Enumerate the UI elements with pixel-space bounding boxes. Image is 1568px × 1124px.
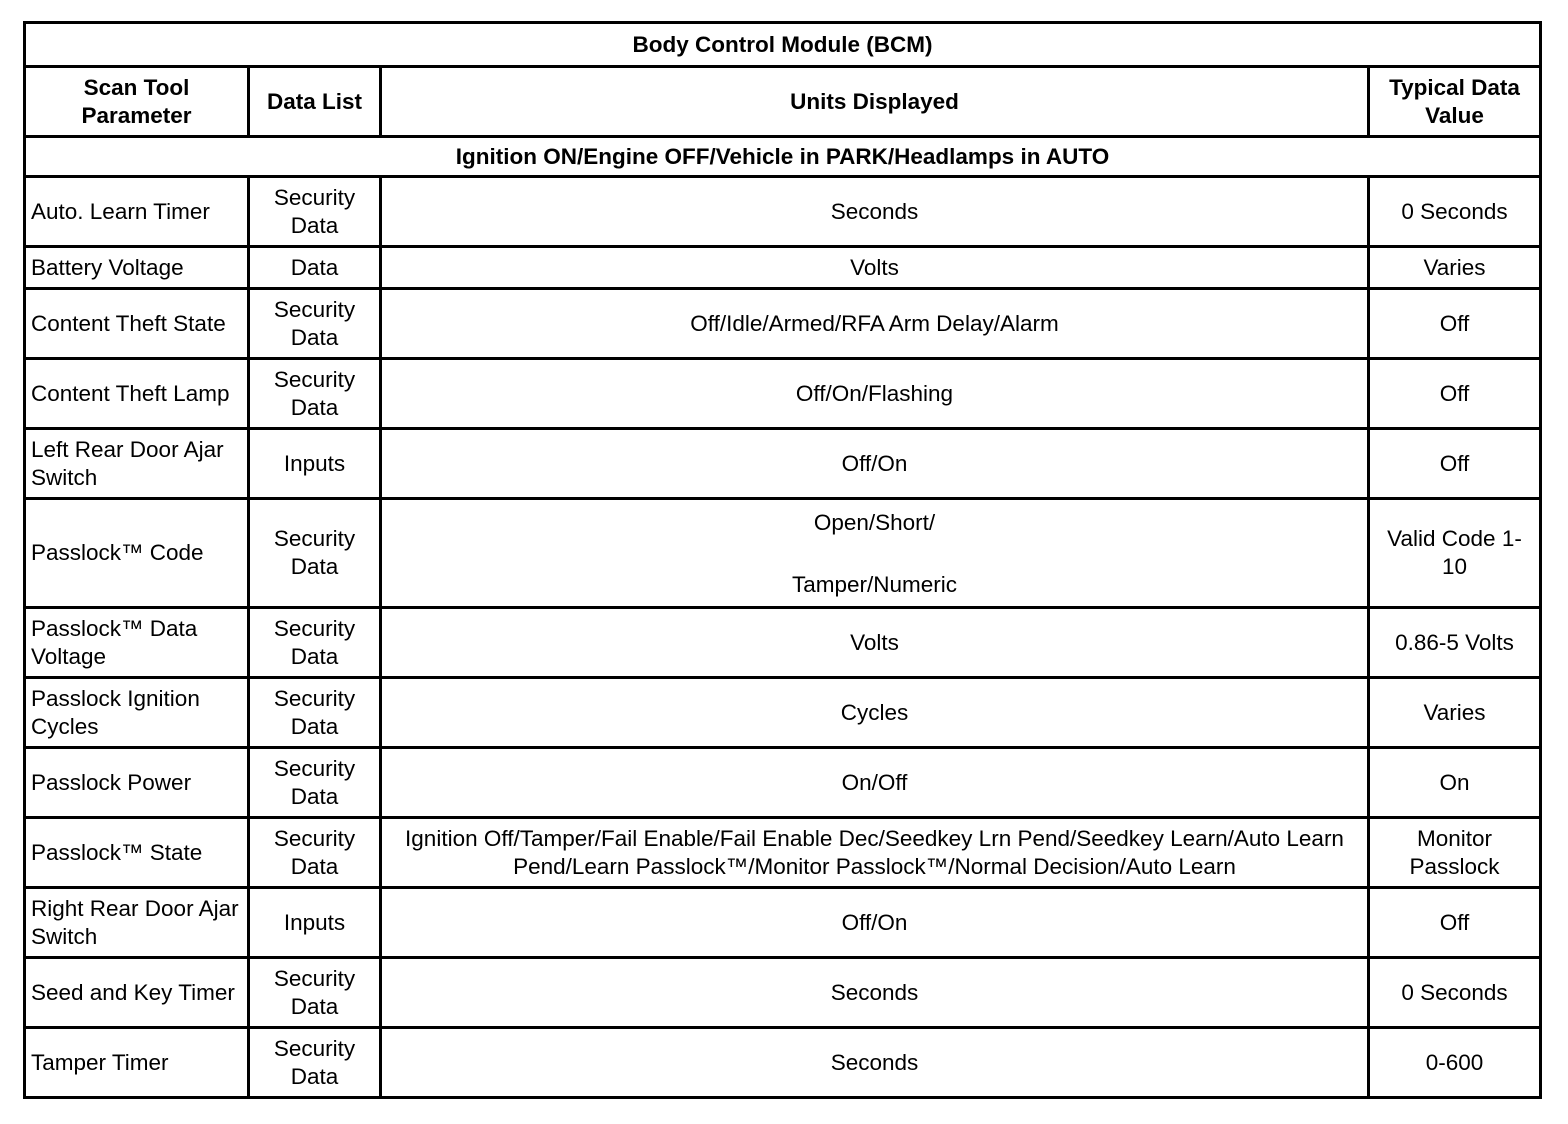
condition-text: Ignition ON/Engine OFF/Vehicle in PARK/Headlamps in AUTO [25,137,1541,177]
typical-cell: Varies [1369,678,1541,748]
param-cell: Content Theft Lamp [25,359,249,429]
bcm-data-table [23,21,1542,1099]
units-cell: Volts [381,608,1369,678]
param-cell: Passlock Power [25,748,249,818]
typical-cell: 0 Seconds [1369,177,1541,247]
table-row [25,958,1541,1028]
param-cell: Passlock™ Data Voltage [25,608,249,678]
table-row [25,289,1541,359]
header-typical-data-value: Typical Data Value [1369,67,1541,137]
param-cell: Passlock™ State [25,818,249,888]
table-title-row [25,23,1541,67]
param-cell: Passlock™ Code [25,499,249,608]
data-list-cell: Security Data [249,359,381,429]
param-cell: Tamper Timer [25,1028,249,1098]
typical-cell: Monitor Passlock [1369,818,1541,888]
table-row [25,499,1541,608]
table-row [25,748,1541,818]
table-row [25,678,1541,748]
data-list-cell: Security Data [249,177,381,247]
data-list-cell: Security Data [249,289,381,359]
units-cell: On/Off [381,748,1369,818]
data-list-cell: Security Data [249,499,381,608]
typical-cell: Off [1369,289,1541,359]
typical-cell: Varies [1369,247,1541,289]
data-list-cell: Security Data [249,678,381,748]
units-cell: Off/On [381,429,1369,499]
header-data-list: Data List [249,67,381,137]
header-units-displayed: Units Displayed [381,67,1369,137]
table-row [25,359,1541,429]
param-cell: Left Rear Door Ajar Switch [25,429,249,499]
units-cell: Ignition Off/Tamper/Fail Enable/Fail Enable Dec/Seedkey Lrn Pend/Seedkey Learn/Auto Learn Pend/Learn Passlock™/Monitor Passlock™/Normal Decision/Auto Learn [381,818,1369,888]
units-line-1: Open/Short/ [813,510,936,535]
units-cell: Seconds [381,1028,1369,1098]
data-list-cell: Security Data [249,818,381,888]
typical-cell: Valid Code 1-10 [1369,499,1541,608]
header-scan-tool-parameter: Scan Tool Parameter [25,67,249,137]
table-title: Body Control Module (BCM) [25,23,1541,67]
table-row [25,818,1541,888]
units-cell: Seconds [381,958,1369,1028]
units-cell: Seconds [381,177,1369,247]
param-cell: Passlock Ignition Cycles [25,678,249,748]
data-list-cell: Security Data [249,608,381,678]
param-cell: Seed and Key Timer [25,958,249,1028]
param-cell: Auto. Learn Timer [25,177,249,247]
data-list-cell: Data [249,247,381,289]
param-cell: Battery Voltage [25,247,249,289]
typical-cell: 0.86-5 Volts [1369,608,1541,678]
table-row [25,429,1541,499]
typical-cell: 0 Seconds [1369,958,1541,1028]
typical-cell: On [1369,748,1541,818]
table-row [25,888,1541,958]
data-list-cell: Security Data [249,958,381,1028]
table-header-row [25,67,1541,137]
units-line-2: Tamper/Numeric [791,572,958,597]
condition-row [25,137,1541,177]
typical-cell: Off [1369,429,1541,499]
table-row [25,247,1541,289]
typical-cell: Off [1369,888,1541,958]
param-cell: Right Rear Door Ajar Switch [25,888,249,958]
data-list-cell: Security Data [249,748,381,818]
units-cell [381,499,1369,608]
data-list-cell: Inputs [249,429,381,499]
units-cell: Cycles [381,678,1369,748]
data-list-cell: Security Data [249,1028,381,1098]
table-row [25,1028,1541,1098]
units-cell: Off/On [381,888,1369,958]
units-cell: Off/Idle/Armed/RFA Arm Delay/Alarm [381,289,1369,359]
table-row [25,177,1541,247]
param-cell: Content Theft State [25,289,249,359]
units-cell: Off/On/Flashing [381,359,1369,429]
table-row [25,608,1541,678]
typical-cell: Off [1369,359,1541,429]
data-list-cell: Inputs [249,888,381,958]
units-cell: Volts [381,247,1369,289]
typical-cell: 0-600 [1369,1028,1541,1098]
